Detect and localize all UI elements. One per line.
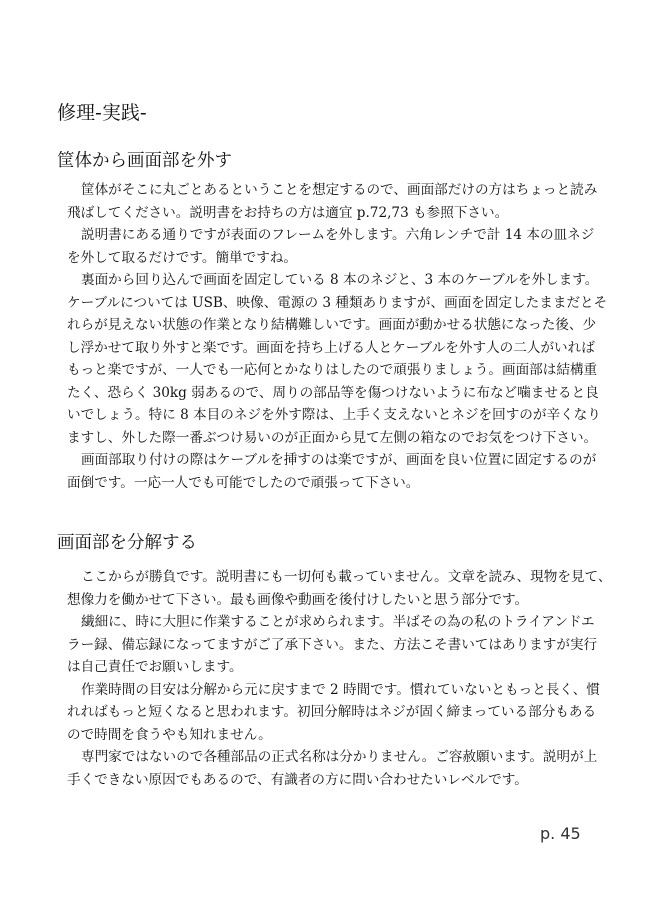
text-line: は自己責任でお願いします。	[67, 659, 243, 675]
section-heading: 筐体から画面部を外す	[57, 151, 232, 171]
text-line: 想像力を働かせて下さい。最も画像や動画を後付けしたいと思う部分です。	[67, 591, 529, 608]
text-line: 裏面から回り込んで画面を固定している 8 本のネジと、3 本のケーブルを外します。	[81, 272, 599, 288]
text-line: 説明書にある通りですが表面のフレームを外します。六角レンチで計 14 本の皿ネジ	[81, 227, 595, 243]
text-line: 作業時間の目安は分解から元に戻すまで 2 時間です。慣れていないともっと長く、慣	[81, 681, 600, 698]
text-line: 繊細に、時に大胆に作業することが求められます。半ばその為の私のトライアンドエ	[81, 614, 595, 630]
text-line: 面倒です。一応一人でも可能でしたので頑張って下さい。	[67, 474, 420, 491]
text-line: ラー録、備忘録になってますがご了承下さい。また、方法こそ書いてはありますが実行	[67, 636, 598, 653]
text-line: れればもっと短くなると思われます。初回分解時はネジが固く締まっている部分もある	[67, 704, 597, 720]
page-title: 修理-実践-	[57, 102, 147, 124]
section-body	[67, 566, 612, 791]
text-line: し浮かせて取り外すと楽です。画面を持ち上げる人とケーブルを外す人の二人がいれば	[67, 339, 595, 356]
text-line: 手くできない原因でもあるので、有識者の方に問い合わせたいレベルです。	[67, 771, 528, 788]
text-line: れらが見えない状態の作業となり結構難しいです。画面が動かせる状態になった後、少	[67, 317, 597, 333]
text-line: を外して取るだけです。簡単ですね。	[67, 249, 298, 266]
page-number: p. 45	[540, 824, 581, 843]
text-line: 専門家ではないので各種部品の正式名称は分かりません。ご容赦願います。説明が上	[81, 749, 598, 765]
text-line: ので時間を食うやも知れません。	[67, 726, 272, 743]
text-line: ますし、外した際一番ぶつけ易いのが正面から見て左側の箱なのでお気をつけ下さい。	[67, 429, 598, 446]
text-line: たく、恐らく 30kg 弱あるので、周りの部品等を傷つけないように布など噛ませると良	[67, 384, 599, 401]
text-line: もっと楽ですが、一人でも一応何とかなりはしたので頑張りましょう。画面部は結構重	[67, 362, 598, 378]
section-body	[67, 179, 608, 494]
text-line: 筐体がそこに丸ごとあるということを想定するので、画面部だけの方はちょっと読み	[81, 182, 598, 198]
text-line: 飛ばしてください。説明書をお持ちの方は適宜 p.72,73 も参照下さい。	[67, 204, 509, 221]
text-line: ケーブルについては USB、映像、電源の 3 種類ありますが、画面を固定したままだとそ	[67, 294, 608, 311]
text-line: 画面部取り付けの際はケーブルを挿すのは楽ですが、画面を良い位置に固定するのが	[81, 452, 597, 468]
section-heading: 画面部を分解する	[57, 533, 197, 553]
text-line: ここからが勝負です。説明書にも一切何も載っていません。文章を読み、現物を見て、	[81, 569, 612, 585]
text-line: いでしょう。特に 8 本目のネジを外す際は、上手く支えないとネジを回すのが辛くなり	[67, 407, 601, 423]
